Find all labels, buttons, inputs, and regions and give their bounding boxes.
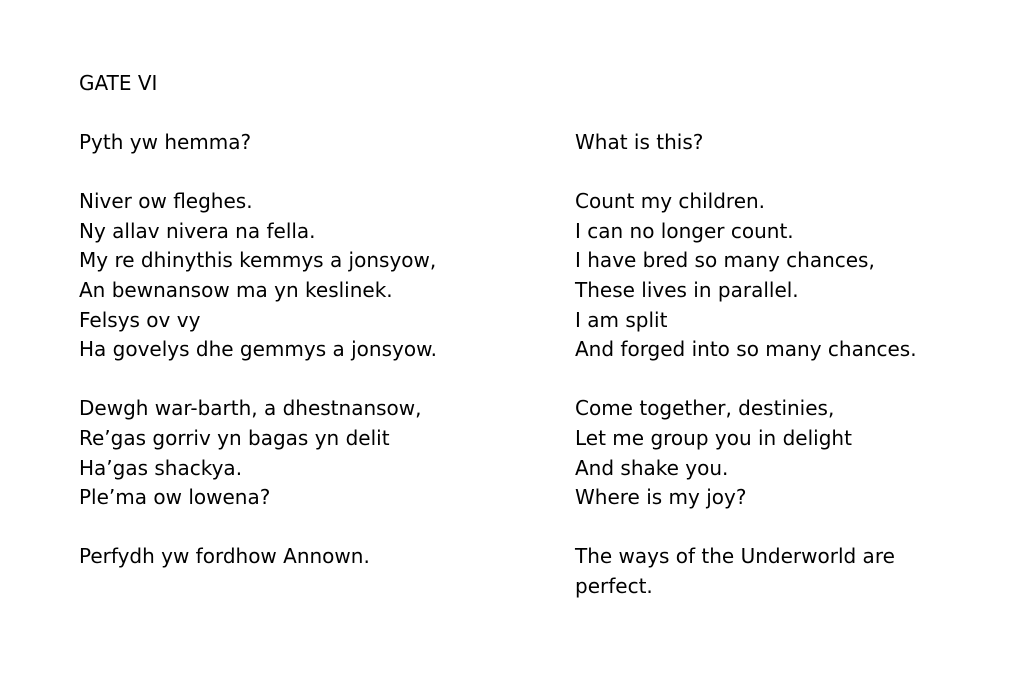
cornish-line: My re dhinythis kemmys a jonsyow, bbox=[79, 248, 437, 273]
english-line: I can no longer count. bbox=[575, 218, 794, 243]
english-line: I am split bbox=[575, 307, 668, 332]
english-stanza-2 bbox=[575, 187, 915, 365]
english-line: And forged into so many chances. bbox=[575, 337, 917, 362]
cornish-column bbox=[79, 128, 549, 602]
english-stanza-1 bbox=[575, 128, 915, 158]
cornish-line: Dewgh war-barth, a dhestnansow, bbox=[79, 396, 422, 421]
cornish-line: Pyth yw hemma? bbox=[79, 130, 252, 154]
cornish-stanza-1 bbox=[79, 128, 549, 158]
cornish-line: Ha govelys dhe gemmys a jonsyow. bbox=[79, 337, 437, 362]
cornish-line: Ha’gas shackya. bbox=[79, 455, 243, 480]
cornish-line: Ple’ma ow lowena? bbox=[79, 485, 271, 510]
cornish-line: Niver ow fleghes. bbox=[79, 189, 253, 214]
cornish-line: Perfydh yw fordhow Annown. bbox=[79, 544, 370, 569]
poem-title: GATE VI bbox=[79, 71, 158, 95]
english-line: These lives in parallel. bbox=[575, 277, 799, 302]
english-line: Count my children. bbox=[575, 189, 766, 214]
english-line: What is this? bbox=[575, 130, 704, 154]
cornish-stanza-4 bbox=[79, 542, 549, 572]
cornish-line: Re’gas gorriv yn bagas yn delit bbox=[79, 425, 390, 450]
cornish-line: An bewnansow ma yn keslinek. bbox=[79, 277, 393, 302]
english-line: Come together, destinies, bbox=[575, 396, 835, 421]
cornish-line: Felsys ov vy bbox=[79, 307, 201, 332]
english-line: The ways of the Underworld are perfect. bbox=[575, 544, 895, 598]
english-stanza-3 bbox=[575, 394, 915, 512]
english-line: And shake you. bbox=[575, 455, 729, 480]
cornish-line: Ny allav nivera na fella. bbox=[79, 218, 316, 243]
cornish-stanza-2 bbox=[79, 187, 549, 365]
cornish-stanza-3 bbox=[79, 394, 549, 512]
english-line: I have bred so many chances, bbox=[575, 248, 875, 273]
english-column bbox=[575, 128, 915, 631]
english-stanza-4 bbox=[575, 542, 915, 601]
english-line: Where is my joy? bbox=[575, 485, 747, 510]
english-line: Let me group you in delight bbox=[575, 425, 852, 450]
